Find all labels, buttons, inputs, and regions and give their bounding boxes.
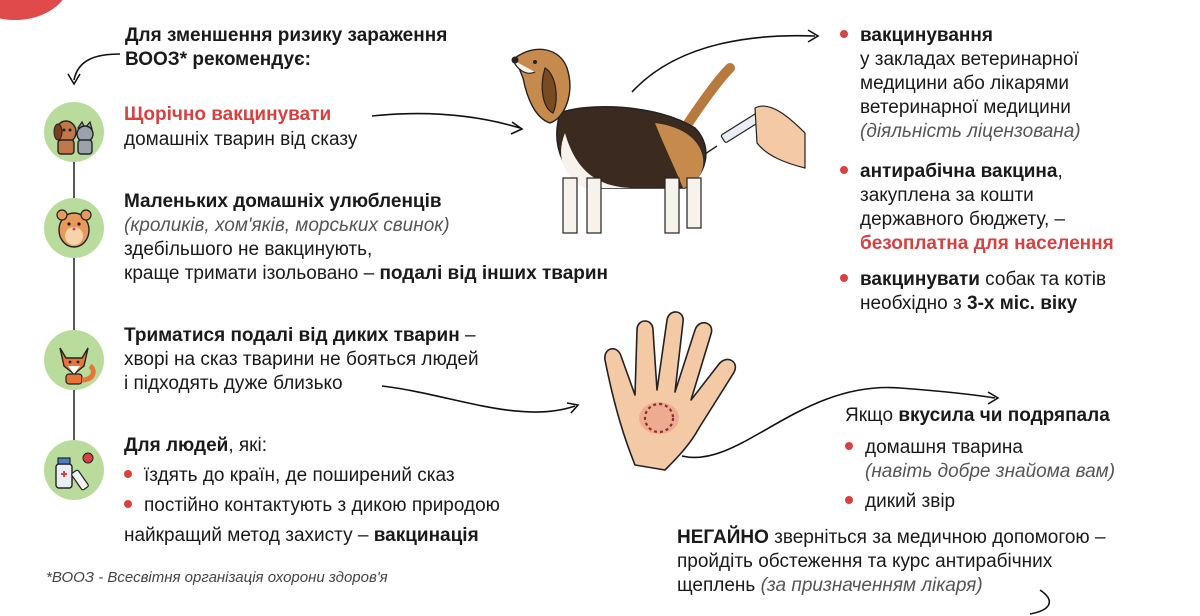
item3-title-line [124, 324, 476, 348]
bite-final-l1 [677, 526, 1106, 550]
bite-final-bold: НЕГАЙНО [677, 527, 769, 548]
bite-final-l3-plain: щеплень [677, 575, 761, 596]
item3-line3: і підходять дуже близько [124, 373, 343, 394]
bite-b1-text: домашня тварина [865, 437, 1023, 458]
right-b1-l2: у закладах ветеринарної [860, 49, 1079, 70]
bullet-dot [840, 274, 848, 282]
right-b1-title: вакцинування [860, 25, 993, 46]
right-b3-l2-bold: 3-х міс. віку [967, 293, 1078, 314]
item2-title: Маленьких домашніх улюбленців [124, 191, 442, 212]
item2-note: (кроликів, хом'яків, морських свинок) [124, 215, 450, 236]
bite-intro [845, 404, 1110, 428]
bullet-dot [845, 496, 853, 504]
bite-b1-note: (навіть добре знайома вам) [865, 461, 1116, 482]
fox-icon [44, 330, 104, 390]
footnote: *ВООЗ - Всесвітня організація охорони здоров'я [46, 569, 388, 586]
right-b1-l4: ветеринарної медицини [860, 97, 1071, 118]
item4-last-bold: вакцинація [373, 525, 479, 546]
right-b1-l5: (діяльність ліцензована) [860, 121, 1081, 142]
bullet-dot [840, 30, 848, 38]
bite-intro-plain: Якщо [845, 405, 899, 426]
item4-last-plain: найкращий метод захисту – [124, 525, 374, 546]
item4-title-line [124, 434, 267, 458]
item3-title-suffix: – [459, 325, 476, 346]
bite-bullet-2 [845, 490, 955, 514]
right-b2-l3: державного бюджету, – [860, 209, 1066, 230]
item4-bullet1-text: їздять до країн, де поширений сказ [144, 465, 455, 486]
bitten-hand-illustration [595, 300, 765, 475]
item4-title-suffix: , які: [228, 435, 267, 456]
header-line-1: Для зменшення ризику зараження [125, 25, 448, 46]
item1-text: домашніх тварин від сказу [124, 129, 358, 150]
item2-line3: здебільшого не вакцинують, [124, 239, 373, 260]
item4-bullet1 [124, 464, 455, 488]
bite-intro-bold: вкусила чи подряпала [898, 405, 1110, 426]
item4-bullet2 [124, 494, 500, 518]
vaccine-syringe-icon [44, 440, 104, 500]
bite-final-l3-italic: (за призначенням лікаря) [760, 575, 983, 596]
right-bullet-1 [840, 24, 993, 48]
item1-title: Щорічно вакцинувати [124, 104, 332, 125]
bullet-dot [124, 470, 132, 478]
bullet-dot [845, 442, 853, 450]
beagle-dog-vaccination-illustration [505, 38, 815, 248]
right-b2-suffix: , [1057, 161, 1063, 182]
bite-b2-text: дикий звір [865, 491, 956, 512]
right-b3-rest: собак та котів [979, 269, 1107, 290]
right-b3-l2-plain: необхідно з [860, 293, 968, 314]
right-b2-l4: безоплатна для населення [860, 233, 1114, 254]
right-bullet-3 [840, 268, 1106, 292]
right-b2-l2: закуплена за кошти [860, 185, 1034, 206]
hamster-icon [44, 198, 104, 258]
bite-final-rest: зверніться за медичною допомогою – [768, 527, 1106, 548]
bullet-dot [124, 500, 132, 508]
right-bullet-2 [840, 160, 1063, 184]
pets-dog-cat-icon [44, 102, 104, 162]
right-b3-l2 [860, 292, 1077, 316]
bite-final-l2: пройдіть обстеження та курс антирабічних [677, 551, 1053, 572]
item4-bullet2-text: постійно контактують з дикою природою [144, 495, 500, 516]
item2-line4 [124, 262, 608, 286]
item2-line4-plain: краще тримати ізольовано – [124, 263, 380, 284]
item3-title: Триматися подалі від диких тварин [124, 325, 460, 346]
item3-line2: хворі на сказ тварини не бояться людей [124, 349, 479, 370]
item4-last [124, 524, 479, 548]
item4-title: Для людей [124, 435, 229, 456]
bullet-dot [840, 166, 848, 174]
right-b1-l3: медицини або лікарями [860, 73, 1070, 94]
right-b3-bold: вакцинувати [860, 269, 980, 290]
right-b2-title: антирабічна вакцина [860, 161, 1058, 182]
bite-final-l3 [677, 574, 983, 598]
header-line-2: ВООЗ* рекомендує: [125, 49, 311, 70]
bite-bullet-1 [845, 436, 1023, 460]
item2-line4-bold: подалі від інших тварин [379, 263, 609, 284]
